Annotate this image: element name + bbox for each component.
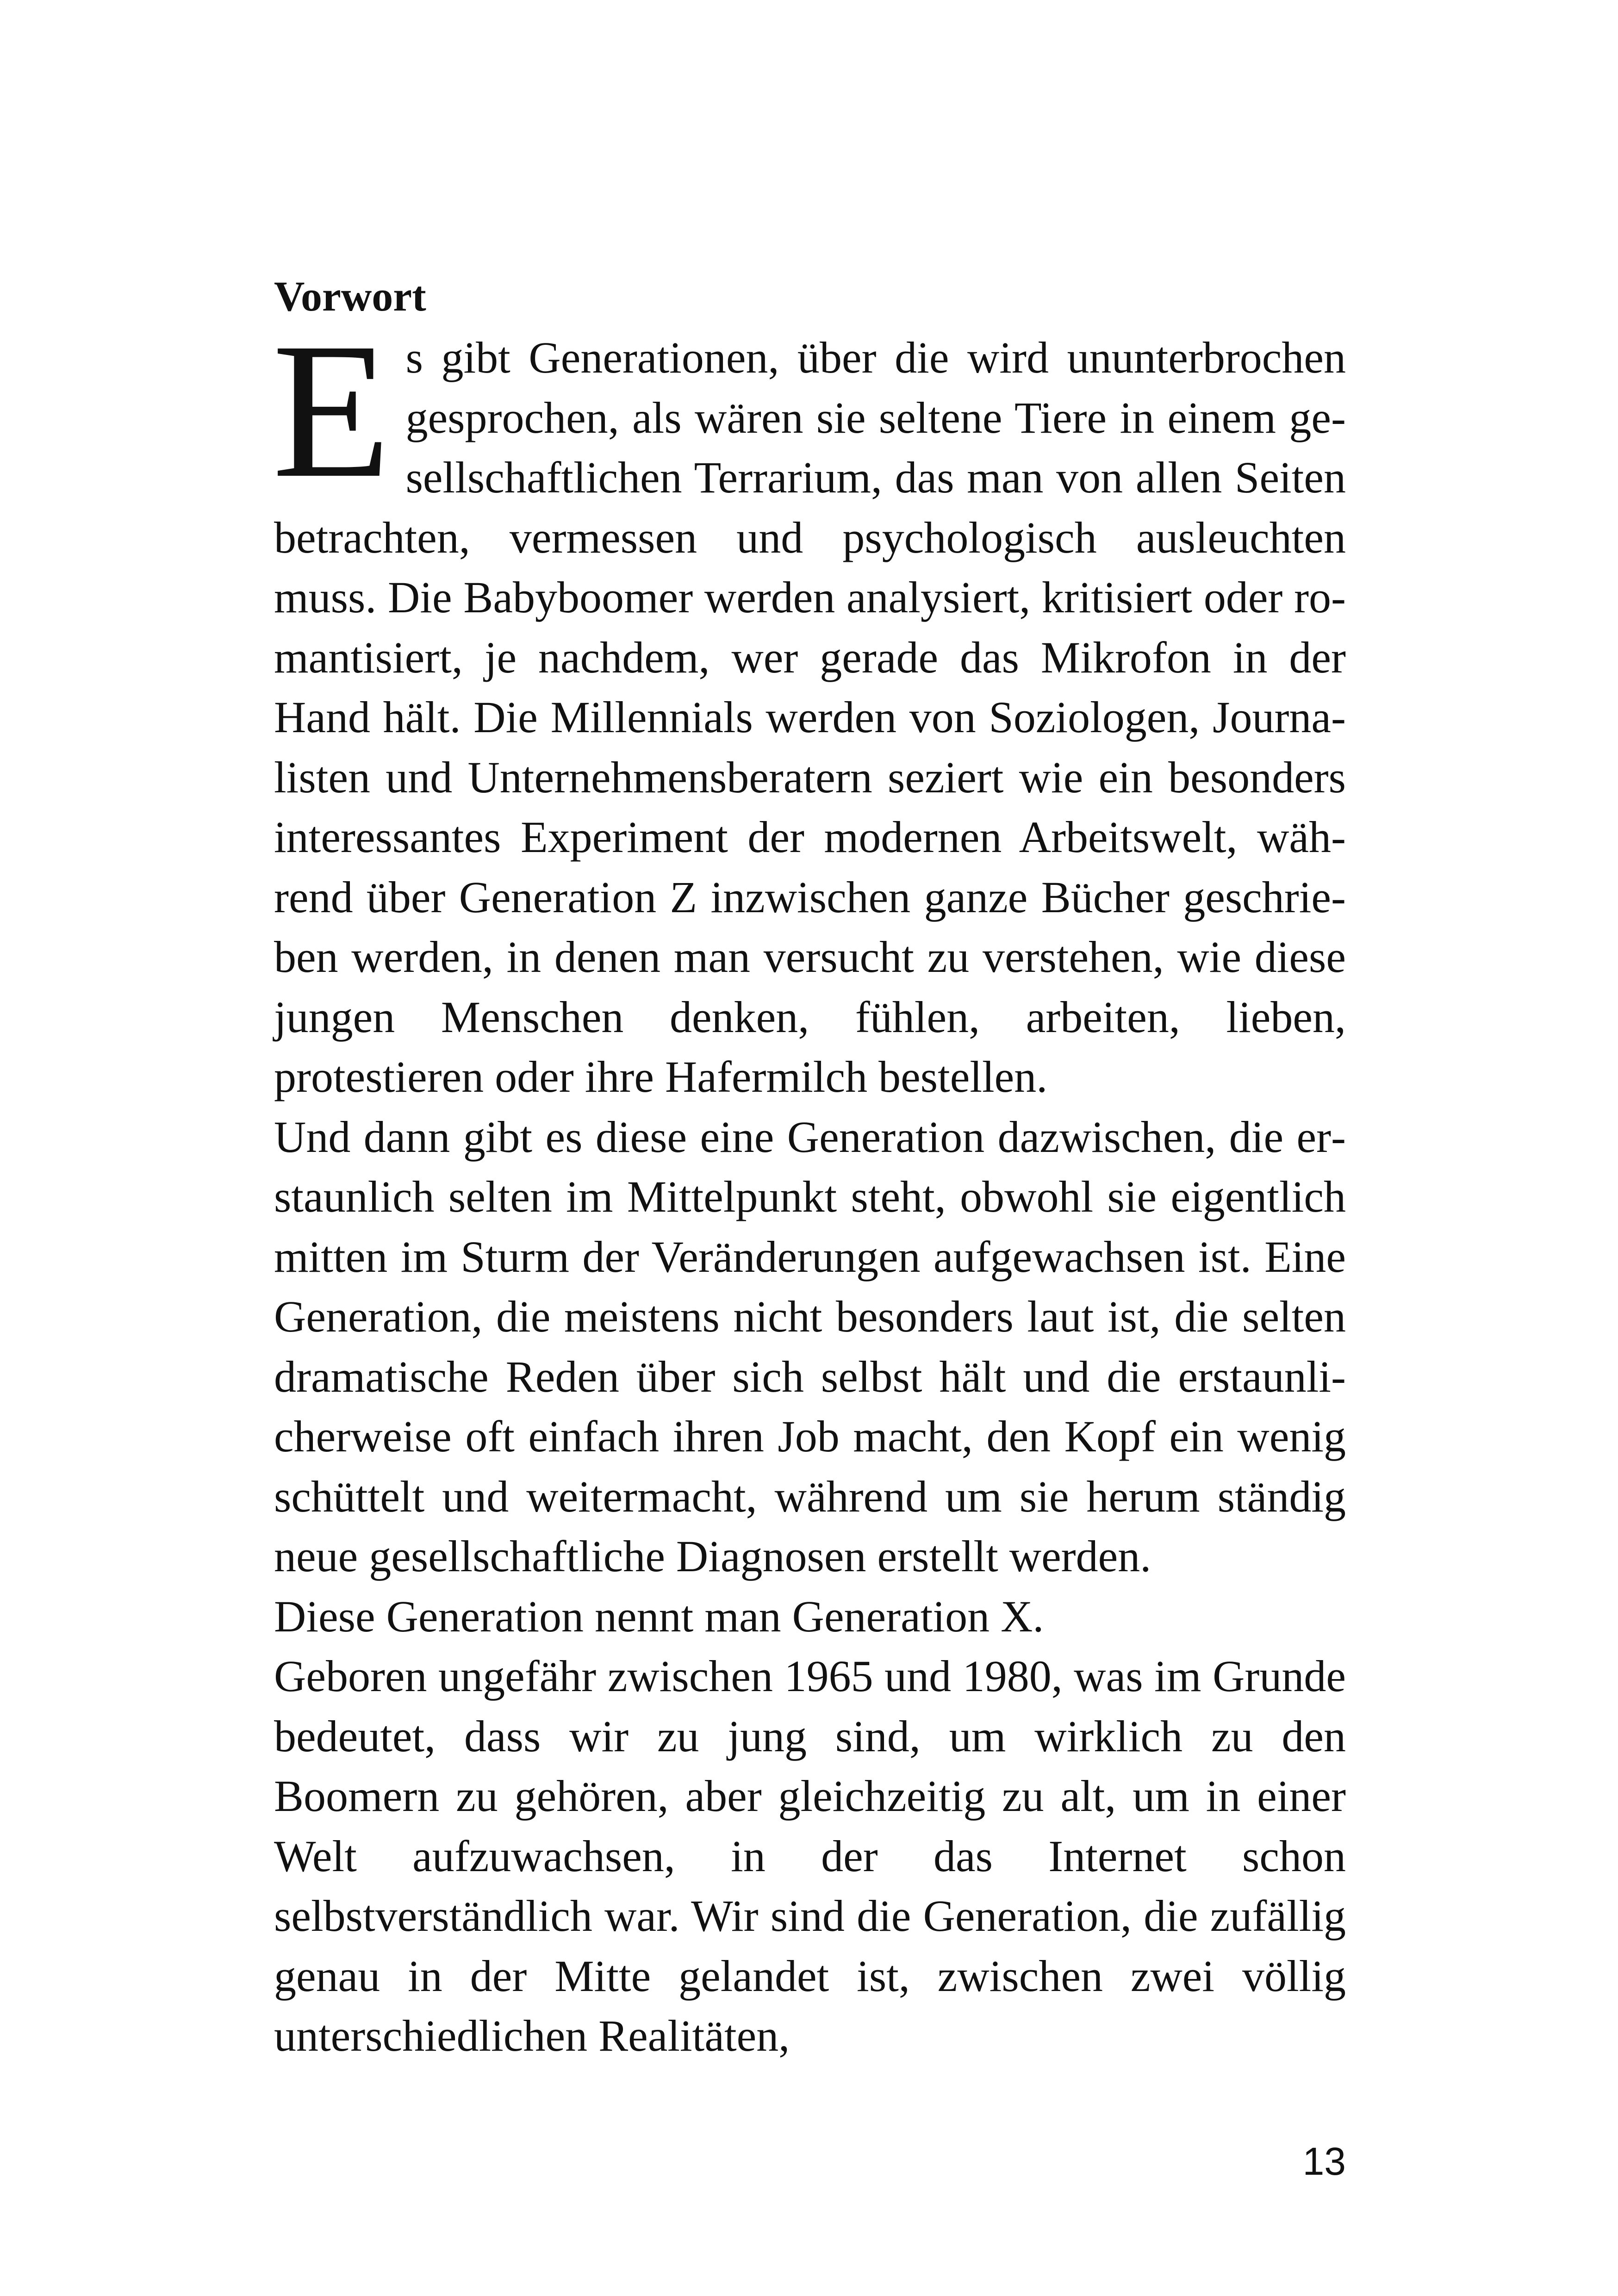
body-text [272, 303, 1346, 2066]
page-number: 13 [1302, 2140, 1346, 2183]
drop-cap: E [272, 303, 391, 518]
paragraph-4: Geboren ungefähr zwischen 1965 und 1980, was im Grunde bedeutet, dass wir zu jung sind, um wirklich zu den Boomern zu gehören, aber gleichzeitig zu alt, um in einer Welt aufzuwachsen, in der das Internet schon selbstverständlich war. Wir sind die Generation, die zufällig genau in der Mitte gelandet ist, zwischen zwei völlig unterschiedlichen Realitäten, [274, 1651, 1346, 2060]
paragraph-1-text: s gibt Generationen, über die wird ununterbrochen gesprochen, als wären sie seltene Tiere in einem gesellschaftlichen Terrarium, das man von allen Seiten betrachten, vermessen und psychologisch ausleuchten muss. Die Babyboomer werden analysiert, kritisiert oder romantisiert, je nachdem, wer gerade das Mikrofon in der Hand hält. Die Millennials werden von Soziologen, Journalisten und Unternehmensberatern seziert wie ein besonders interessantes Experiment der modernen Arbeitswelt, während über Generation Z inzwischen ganze Bücher geschrieben werden, in denen man versucht zu verstehen, wie diese jungen Menschen denken, fühlen, arbeiten, lieben, protestieren oder ihre Hafermilch bestellen. [274, 333, 1346, 1101]
paragraph-2: Und dann gibt es diese eine Generation dazwischen, die erstaunlich selten im Mittelpunkt steht, obwohl sie eigentlich mitten im Sturm der Veränderungen aufgewachsen ist. Eine Generation, die meistens nicht besonders laut ist, die selten dramatische Reden über sich selbst hält und die erstaunlicherweise oft einfach ihren Job macht, den Kopf ein wenig schüttelt und weitermacht, während um sie herum ständig neue gesellschaftliche Diagnosen erstellt werden. [274, 1112, 1346, 1581]
paragraph-1 [272, 303, 1346, 1107]
paragraph-3: Diese Generation nennt man Generation X. [274, 1591, 1044, 1641]
chapter-heading: Vorwort [274, 273, 426, 320]
